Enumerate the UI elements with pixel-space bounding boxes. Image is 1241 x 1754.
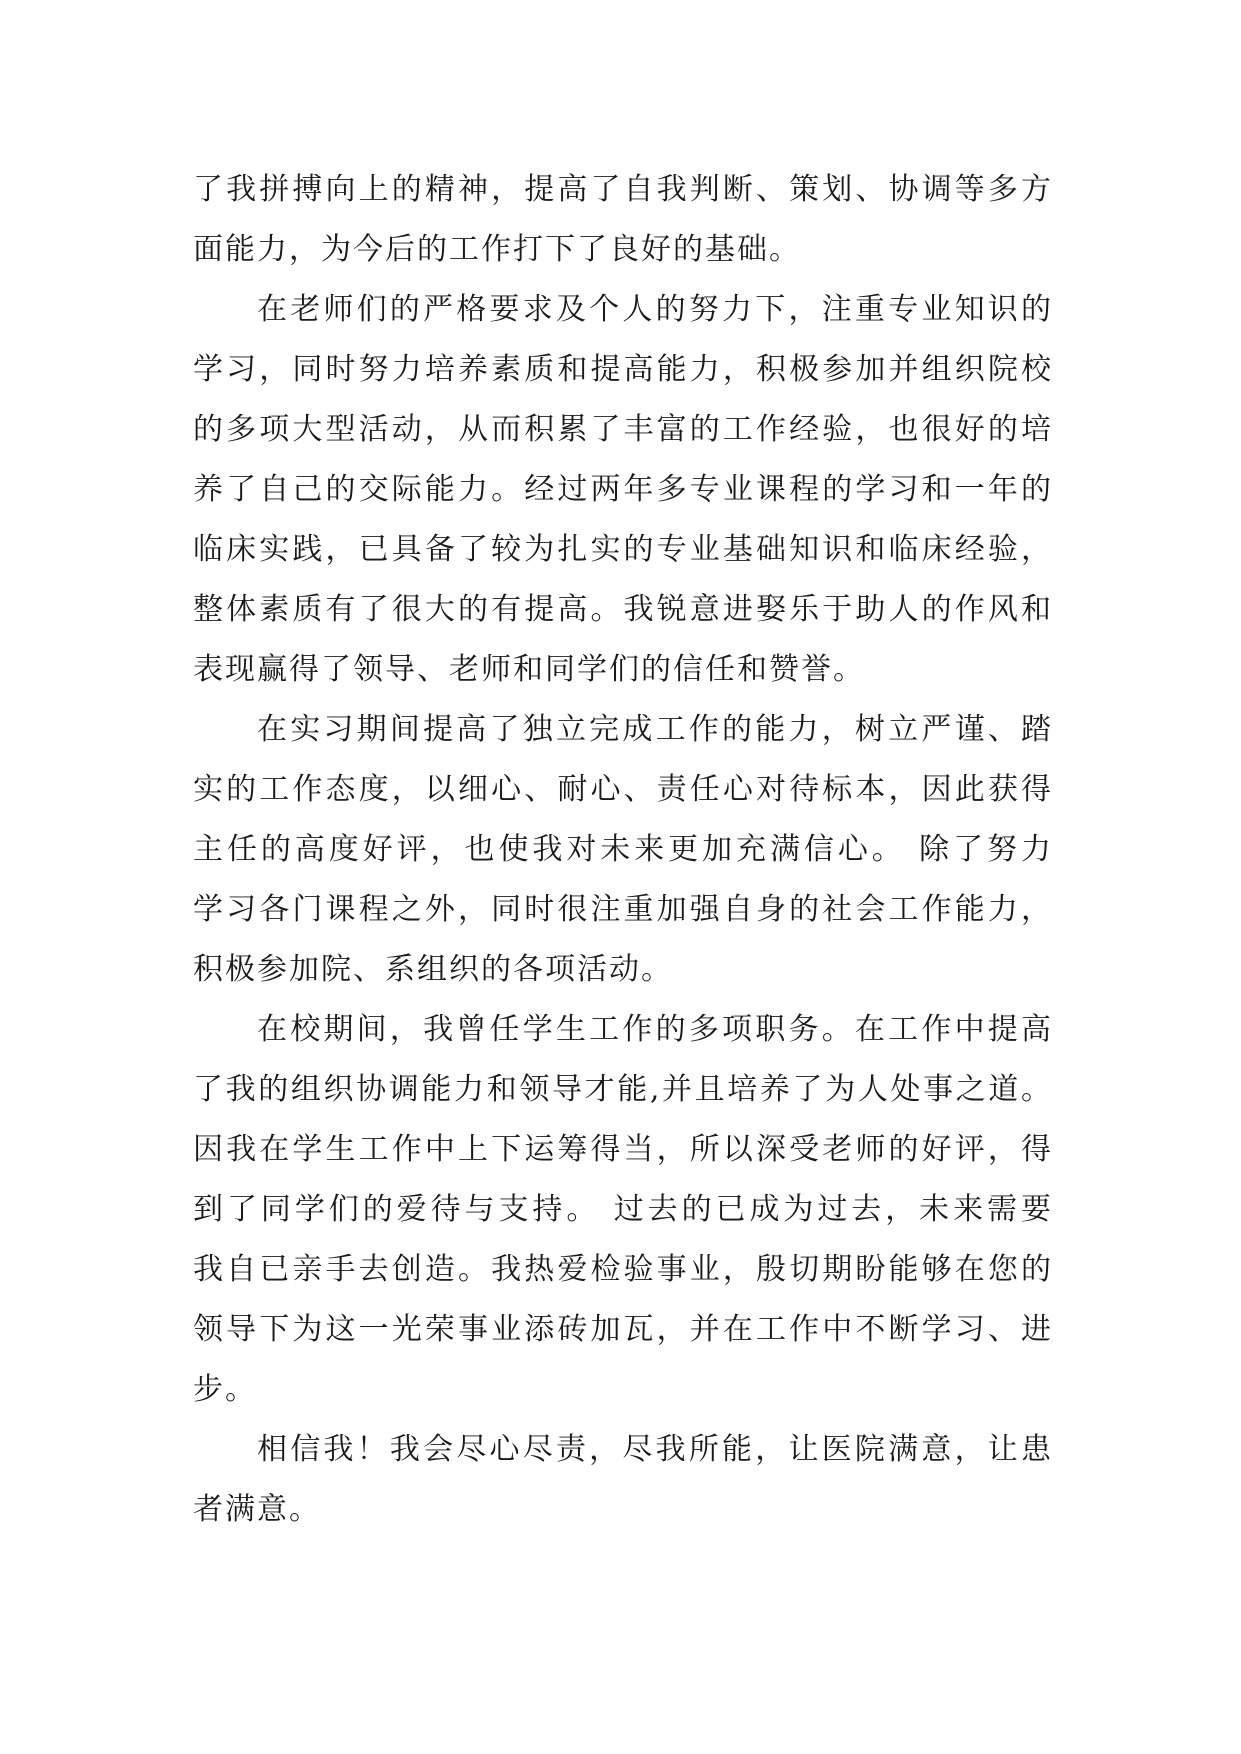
text-line: 步。 <box>193 1372 257 1407</box>
text-line: 我自已亲手去创造。我热爱检验事业，殷切期盼能够在您的 <box>193 1252 1053 1287</box>
paragraph-first-line: 在实习期间提高了独立完成工作的能力，树立严谨、踏 <box>257 712 1053 747</box>
text-line: 者满意。 <box>193 1492 321 1527</box>
text-line: 因我在学生工作中上下运筹得当，所以深受老师的好评，得 <box>193 1132 1053 1167</box>
text-line: 主任的高度好评，也使我对未来更加充满信心。 除了努力 <box>193 832 1053 867</box>
paragraph-first-line: 在老师们的严格要求及个人的努力下，注重专业知识的 <box>257 292 1053 327</box>
text-line: 了我的组织协调能力和领导才能,并且培养了为人处事之道。 <box>193 1072 1053 1107</box>
text-line: 学习，同时努力培养素质和提高能力，积极参加并组织院校 <box>193 352 1053 387</box>
text-line: 实的工作态度，以细心、耐心、责任心对待标本，因此获得 <box>193 772 1053 807</box>
paragraph-first-line: 在校期间，我曾任学生工作的多项职务。在工作中提高 <box>257 1012 1053 1047</box>
text-line: 的多项大型活动，从而积累了丰富的工作经验，也很好的培 <box>193 412 1053 447</box>
text-line: 面能力，为今后的工作打下了良好的基础。 <box>193 232 801 267</box>
text-line: 领导下为这一光荣事业添砖加瓦，并在工作中不断学习、进 <box>193 1312 1053 1347</box>
text-line: 养了自己的交际能力。经过两年多专业课程的学习和一年的 <box>193 472 1053 507</box>
text-line: 整体素质有了很大的有提高。我锐意进娶乐于助人的作风和 <box>193 592 1053 627</box>
body-text <box>193 160 1053 1540</box>
text-line: 表现赢得了领导、老师和同学们的信任和赞誉。 <box>193 652 865 687</box>
text-line: 学习各门课程之外，同时很注重加强自身的社会工作能力， <box>193 892 1053 927</box>
text-line: 到了同学们的爱待与支持。 过去的已成为过去，未来需要 <box>193 1192 1053 1227</box>
text-line: 积极参加院、系组织的各项活动。 <box>193 952 673 987</box>
paragraph-first-line: 相信我！我会尽心尽责，尽我所能，让医院满意，让患 <box>257 1432 1053 1467</box>
text-line: 临床实践，已具备了较为扎实的专业基础知识和临床经验， <box>193 532 1053 567</box>
text-line: 了我拼搏向上的精神，提高了自我判断、策划、协调等多方 <box>193 172 1053 207</box>
